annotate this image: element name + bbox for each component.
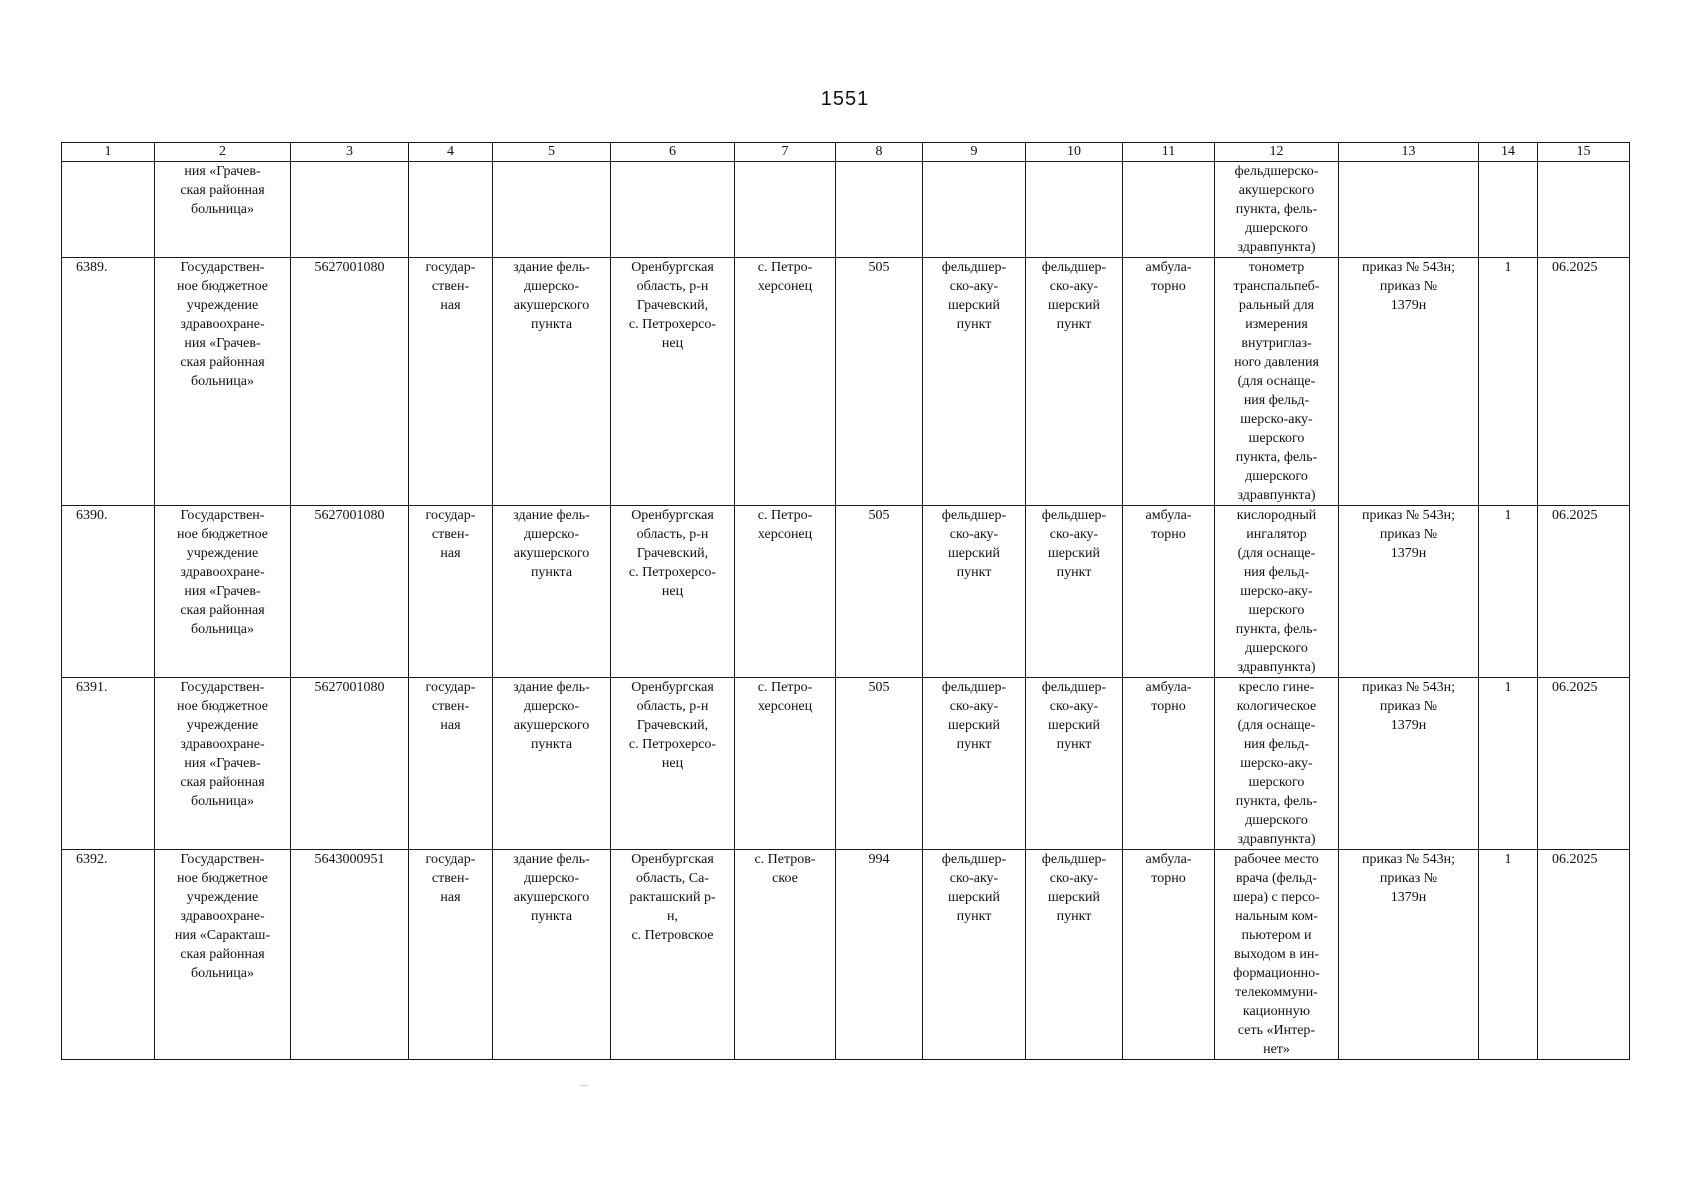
column-header: 10 xyxy=(1026,143,1123,162)
equipment-cell: кислородный ингалятор (для оснаще- ния фельд- шерско-аку- шерского пункта, фель- дшерского здравпункта) xyxy=(1215,506,1339,678)
equipment-cell: фельдшерско- акушерского пункта, фель- дшерского здравпункта) xyxy=(1215,162,1339,258)
column-header: 2 xyxy=(155,143,291,162)
equipment-cell: тонометр транспальпеб- ральный для измерения внутриглаз- ного давления (для оснаще- ния фельд- шерско-аку- шерского пункта, фель- дшерского здравпункта) xyxy=(1215,258,1339,506)
address-cell: Оренбургская область, р-н Грачевский, с. Петрохерсо- нец xyxy=(611,506,735,678)
inn-cell: 5627001080 xyxy=(291,258,409,506)
page-number: 1551 xyxy=(820,88,870,110)
facility-type-cell: фельдшер- ско-аку- шерский пункт xyxy=(923,506,1026,678)
basis-cell xyxy=(1339,162,1479,258)
facility-type-cell: фельдшер- ско-аку- шерский пункт xyxy=(1026,850,1123,1060)
column-header: 1 xyxy=(62,143,155,162)
table-row xyxy=(62,162,1630,258)
building-cell: здание фель- дшерско- акушерского пункта xyxy=(493,258,611,506)
quantity-cell: 1 xyxy=(1479,258,1538,506)
settlement-cell: с. Петро- херсонец xyxy=(735,258,836,506)
settlement-cell: с. Петро- херсонец xyxy=(735,678,836,850)
facility-type-cell: фельдшер- ско-аку- шерский пункт xyxy=(923,678,1026,850)
date-cell xyxy=(1538,162,1630,258)
population-cell xyxy=(836,162,923,258)
facility-type-cell: фельдшер- ско-аку- шерский пункт xyxy=(1026,258,1123,506)
table-row xyxy=(62,850,1630,1060)
quantity-cell: 1 xyxy=(1479,850,1538,1060)
column-header: 11 xyxy=(1123,143,1215,162)
row-number xyxy=(62,162,155,258)
column-header: 14 xyxy=(1479,143,1538,162)
organization-cell: Государствен- ное бюджетное учреждение здравоохране- ния «Грачев- ская районная больница» xyxy=(155,678,291,850)
care-mode-cell: амбула- торно xyxy=(1123,506,1215,678)
basis-cell: приказ № 543н; приказ № 1379н xyxy=(1339,258,1479,506)
column-header: 7 xyxy=(735,143,836,162)
column-header: 6 xyxy=(611,143,735,162)
address-cell xyxy=(611,162,735,258)
equipment-cell: кресло гине- кологическое (для оснаще- ния фельд- шерско-аку- шерского пункта, фель- дшерского здравпункта) xyxy=(1215,678,1339,850)
organization-cell: Государствен- ное бюджетное учреждение здравоохране- ния «Грачев- ская районная больница» xyxy=(155,258,291,506)
column-header: 3 xyxy=(291,143,409,162)
inn-cell xyxy=(291,162,409,258)
settlement-cell: с. Петров- ское xyxy=(735,850,836,1060)
inn-cell: 5627001080 xyxy=(291,506,409,678)
address-cell: Оренбургская область, р-н Грачевский, с. Петрохерсо- нец xyxy=(611,258,735,506)
facility-type-cell: фельдшер- ско-аку- шерский пункт xyxy=(923,258,1026,506)
column-header: 9 xyxy=(923,143,1026,162)
date-cell: 06.2025 xyxy=(1538,678,1630,850)
settlement-cell: с. Петро- херсонец xyxy=(735,506,836,678)
building-cell xyxy=(493,162,611,258)
ownership-cell: государ- ствен- ная xyxy=(409,506,493,678)
date-cell: 06.2025 xyxy=(1538,506,1630,678)
building-cell: здание фель- дшерско- акушерского пункта xyxy=(493,678,611,850)
row-number: 6389. xyxy=(62,258,155,506)
basis-cell: приказ № 543н; приказ № 1379н xyxy=(1339,506,1479,678)
population-cell: 994 xyxy=(836,850,923,1060)
ownership-cell: государ- ствен- ная xyxy=(409,850,493,1060)
ownership-cell xyxy=(409,162,493,258)
inn-cell: 5627001080 xyxy=(291,678,409,850)
date-cell: 06.2025 xyxy=(1538,258,1630,506)
ownership-cell: государ- ствен- ная xyxy=(409,678,493,850)
equipment-cell: рабочее место врача (фельд- шера) с персо- нальным ком- пьютером и выходом в ин- формационно- телекоммуни- кационную сеть «Интер- нет» xyxy=(1215,850,1339,1060)
address-cell: Оренбургская область, р-н Грачевский, с. Петрохерсо- нец xyxy=(611,678,735,850)
building-cell: здание фель- дшерско- акушерского пункта xyxy=(493,850,611,1060)
inn-cell: 5643000951 xyxy=(291,850,409,1060)
settlement-cell xyxy=(735,162,836,258)
scan-mark xyxy=(580,1085,588,1086)
organization-cell: Государствен- ное бюджетное учреждение здравоохране- ния «Грачев- ская районная больница» xyxy=(155,506,291,678)
basis-cell: приказ № 543н; приказ № 1379н xyxy=(1339,678,1479,850)
care-mode-cell xyxy=(1123,162,1215,258)
column-header: 12 xyxy=(1215,143,1339,162)
facility-type-cell: фельдшер- ско-аку- шерский пункт xyxy=(1026,506,1123,678)
column-number-row xyxy=(62,143,1630,162)
table-row xyxy=(62,258,1630,506)
basis-cell: приказ № 543н; приказ № 1379н xyxy=(1339,850,1479,1060)
facility-type-cell xyxy=(923,162,1026,258)
date-cell: 06.2025 xyxy=(1538,850,1630,1060)
population-cell: 505 xyxy=(836,678,923,850)
facility-type-cell xyxy=(1026,162,1123,258)
organization-cell: ния «Грачев- ская районная больница» xyxy=(155,162,291,258)
table-row xyxy=(62,506,1630,678)
building-cell: здание фель- дшерско- акушерского пункта xyxy=(493,506,611,678)
population-cell: 505 xyxy=(836,258,923,506)
column-header: 4 xyxy=(409,143,493,162)
quantity-cell: 1 xyxy=(1479,678,1538,850)
row-number: 6392. xyxy=(62,850,155,1060)
quantity-cell xyxy=(1479,162,1538,258)
facility-type-cell: фельдшер- ско-аку- шерский пункт xyxy=(923,850,1026,1060)
care-mode-cell: амбула- торно xyxy=(1123,258,1215,506)
quantity-cell: 1 xyxy=(1479,506,1538,678)
care-mode-cell: амбула- торно xyxy=(1123,678,1215,850)
column-header: 5 xyxy=(493,143,611,162)
population-cell: 505 xyxy=(836,506,923,678)
row-number: 6391. xyxy=(62,678,155,850)
row-number: 6390. xyxy=(62,506,155,678)
facility-type-cell: фельдшер- ско-аку- шерский пункт xyxy=(1026,678,1123,850)
care-mode-cell: амбула- торно xyxy=(1123,850,1215,1060)
column-header: 8 xyxy=(836,143,923,162)
column-header: 13 xyxy=(1339,143,1479,162)
table-row xyxy=(62,678,1630,850)
organization-cell: Государствен- ное бюджетное учреждение здравоохране- ния «Саракташ- ская районная больница» xyxy=(155,850,291,1060)
ownership-cell: государ- ствен- ная xyxy=(409,258,493,506)
registry-table xyxy=(61,142,1630,1060)
column-header: 15 xyxy=(1538,143,1630,162)
address-cell: Оренбургская область, Са- ракташский р- н, с. Петровское xyxy=(611,850,735,1060)
